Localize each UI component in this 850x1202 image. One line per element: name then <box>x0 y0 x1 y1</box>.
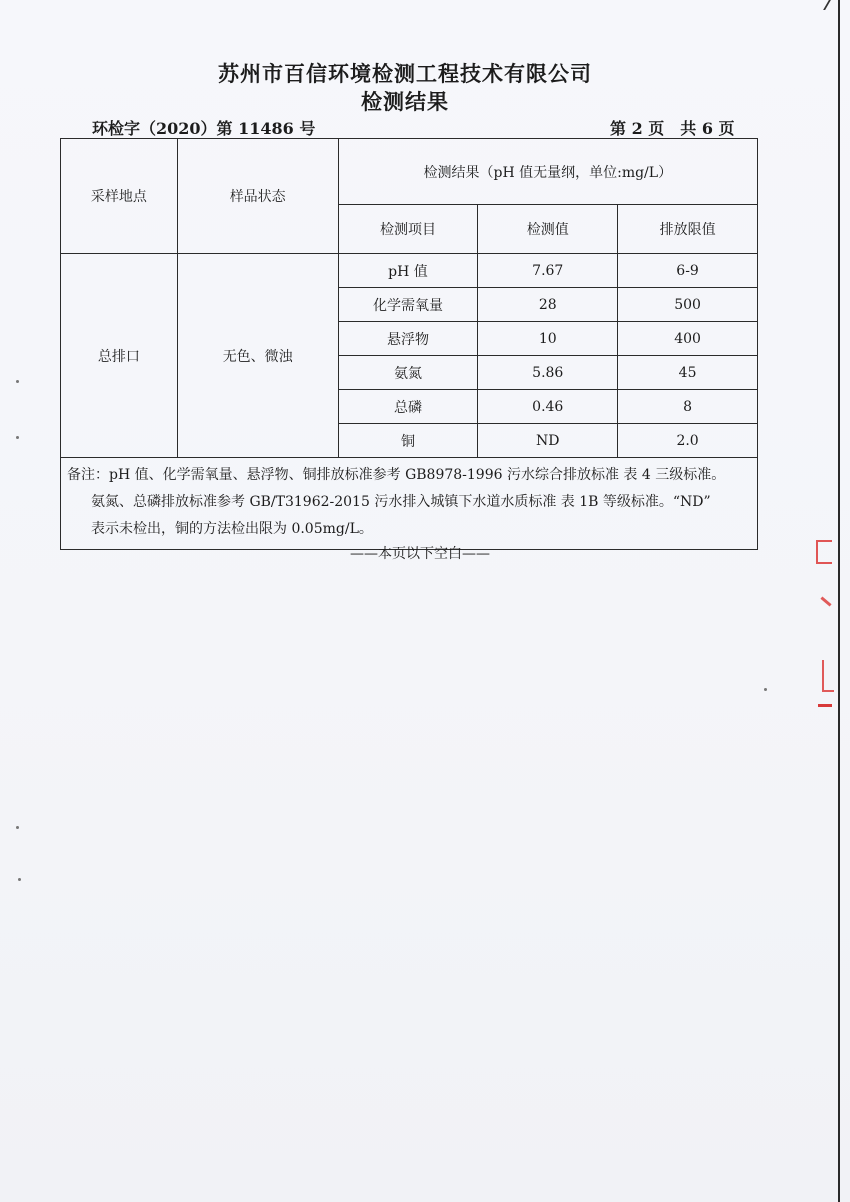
note-line: 氨氮、总磷排放标准参考 GB/T31962-2015 污水排入城镇下水道水质标准 表 1B 等级标准。“ND” <box>91 494 711 510</box>
header-sample-state: 样品状态 <box>177 139 338 254</box>
page-number: 第 2 页 <box>610 119 665 138</box>
page-info <box>610 116 751 139</box>
item-cell: 总磷 <box>338 390 478 424</box>
item-cell: pH 值 <box>338 254 478 288</box>
company-name: 苏州市百信环境检测工程技术有限公司 <box>218 61 592 86</box>
report-number: 环检字（2020）第 11486 号 <box>92 119 316 138</box>
limit-cell: 2.0 <box>618 424 758 458</box>
scan-speck <box>764 688 767 691</box>
results-table <box>60 138 758 550</box>
value-cell: 0.46 <box>478 390 618 424</box>
limit-cell: 8 <box>618 390 758 424</box>
note-line: 备注：pH 值、化学需氧量、悬浮物、铜排放标准参考 GB8978-1996 污水综合排放标准 表 4 三级标准。 <box>67 467 726 483</box>
item-cell: 氨氮 <box>338 356 478 390</box>
note-line: 表示未检出，铜的方法检出限为 0.05mg/L。 <box>91 521 373 537</box>
red-seal-fragment <box>812 540 838 710</box>
page-corner-mark <box>823 0 849 10</box>
header-item: 检测项目 <box>338 205 478 254</box>
value-cell: 10 <box>478 322 618 356</box>
item-cell: 悬浮物 <box>338 322 478 356</box>
limit-cell: 6-9 <box>618 254 758 288</box>
limit-cell: 45 <box>618 356 758 390</box>
scan-speck <box>16 826 19 829</box>
scan-speck <box>16 380 19 383</box>
scan-speck <box>16 436 19 439</box>
limit-cell: 400 <box>618 322 758 356</box>
blank-below-note: ——本页以下空白—— <box>350 546 490 562</box>
value-cell: 28 <box>478 288 618 322</box>
table-row <box>61 254 758 288</box>
sample-state-cell: 无色、微浊 <box>177 254 338 458</box>
value-cell: 7.67 <box>478 254 618 288</box>
notes-cell <box>61 458 758 550</box>
header-value: 检测值 <box>478 205 618 254</box>
item-cell: 化学需氧量 <box>338 288 478 322</box>
page-edge <box>838 0 840 1202</box>
value-cell: ND <box>478 424 618 458</box>
value-cell: 5.86 <box>478 356 618 390</box>
location-cell: 总排口 <box>61 254 178 458</box>
limit-cell: 500 <box>618 288 758 322</box>
document-title: 检测结果 <box>361 89 449 114</box>
item-cell: 铜 <box>338 424 478 458</box>
header-limit: 排放限值 <box>618 205 758 254</box>
header-location: 采样地点 <box>61 139 178 254</box>
header-results: 检测结果（pH 值无量纲，单位:mg/L） <box>338 139 757 205</box>
page-total: 共 6 页 <box>680 119 735 138</box>
scan-speck <box>18 878 21 881</box>
